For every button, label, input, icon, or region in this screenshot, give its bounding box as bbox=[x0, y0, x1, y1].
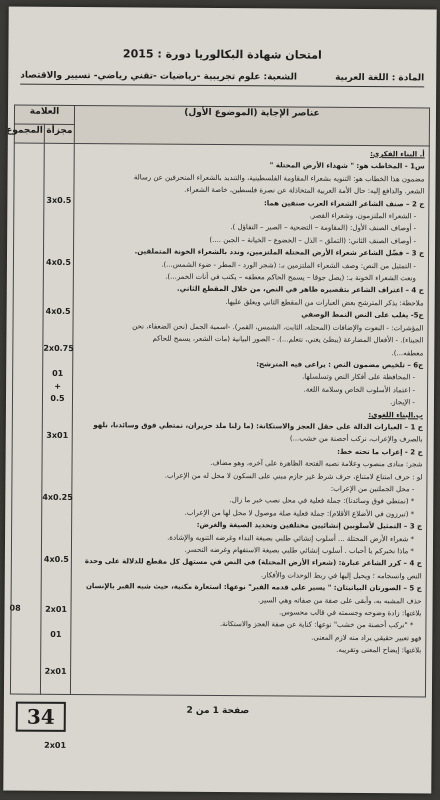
answer-line: * ماذا نخبركم يا أحباب . أسلوب إنشائي طلبي بصيغة الاستفهام وغرضه التحسر. bbox=[184, 545, 414, 556]
partial-score: 4x0.5 bbox=[45, 257, 71, 267]
answer-line: بالصرف والإعراب، نركب أحصنة من خشب...) bbox=[289, 434, 423, 444]
answer-line: بلاغتها: إيضاح المعنى وتقريبه. bbox=[336, 646, 422, 655]
answer-line: النص وانسجامه ؛ ويحيل إليها في ربط الوحدات والأفكار. bbox=[260, 571, 422, 581]
answer-line: الشعر. والدافع إليه: حال الأمة العربية المتخاذلة عن نصرة فلسطين، خاصة الشعراء. bbox=[184, 185, 425, 196]
answer-line: بلاغتها: زادة وضوحه وجسمته في قالب محسوس. bbox=[278, 608, 422, 618]
answer-line: ج5- يغلب على النص النمط الوصفي bbox=[301, 310, 424, 320]
partial-score: 3x0.5 bbox=[46, 195, 72, 205]
partial-score: 4x0.5 bbox=[43, 554, 69, 565]
answer-line: أ. البناء الفكري: bbox=[370, 150, 425, 159]
answer-line: س1 - المخاطب هو: " شهداء الأرض المحتلة " bbox=[269, 161, 425, 171]
answer-line: المؤشرات: - النعوت والإضافات (المحتلة، الثابت، الشمس، القمر). -اسمية الجمل (نحن الضعفاء، نحن bbox=[132, 322, 424, 333]
answer-line: ج 2 – صنف الشاعر الشعراء العرب صنفين هما: bbox=[263, 198, 425, 209]
answer-line: ملاحظة: يذكر المترشح بعض العبارات من المقطع الثاني ويعلق عليها. bbox=[225, 297, 424, 308]
partial-score: + bbox=[54, 381, 61, 391]
answer-line: ونعت الشعراء الخونة بـ: (يصل جوقا – يسمح الحاكم معطفه – يكتب في أنات الخمر...). bbox=[165, 272, 416, 283]
answer-line: * "نركب أحصنة من خشب" نوعها: كناية عن صفة العجز والاستكانة. bbox=[219, 620, 414, 630]
partial-score: 2x01 bbox=[44, 666, 67, 676]
partial-score: 2x01 bbox=[44, 740, 67, 751]
answer-line: - الشعراء الملتزمون، وشعراء القصر. bbox=[309, 211, 417, 221]
answer-line: - الإيجاز. bbox=[390, 398, 416, 407]
answer-line: * شعراء الأرض المحتلة ... أسلوب إنشائي طلبي بصيغة النداء وغرضه التنويه والإشادة. bbox=[167, 533, 415, 543]
answer-line: ب.البناء اللغوي: bbox=[368, 410, 423, 419]
answer-column-header: عناصر الإجابة (الموضوع الأول) bbox=[74, 105, 429, 145]
partial-score: 2x0.75 bbox=[43, 344, 74, 354]
total-scores bbox=[10, 143, 44, 694]
answer-line: * (تبرزون في الأضلاع الأقلام): جملة فعلية صلة موصول لا محل لها من الإعراب. bbox=[184, 508, 415, 519]
partial-score: 4x0.5 bbox=[45, 306, 71, 317]
page-number: صفحة 1 من 2 bbox=[186, 705, 250, 717]
answer-line: - محل الجملتين من الإعراب: bbox=[330, 484, 415, 494]
answer-line: ج6 – تلخيص مضمون النص : يراعى فيه المترشح: bbox=[256, 360, 424, 370]
grade-column-header: العلامة bbox=[14, 105, 74, 124]
answer-line: ج 5 – الصورتان البيانيتان: " يسير على قدمه القبر" نوعها: استعارة مكنية، حيث شبه القبر بالإنسان bbox=[85, 582, 422, 593]
total-mark: 08 bbox=[9, 603, 21, 613]
answer-line: - أوصاف الصنف الأول: (المقاومة – التضحية – الصبر – التفاؤل ). bbox=[230, 223, 417, 233]
exam-answer-sheet bbox=[3, 7, 436, 794]
exam-header-line bbox=[20, 71, 424, 88]
branch-label: الشعبة: علوم تجريبية -رياضيات -تقني رياضي- تسيير والاقتصاد bbox=[20, 70, 297, 83]
answer-line: شجر: منادى منصوب وعلامة نصبه الفتحة الظاهرة على آخره، وهو مضاف. bbox=[210, 459, 423, 469]
subject-label: المادة : اللغة العربية bbox=[335, 72, 425, 84]
answer-line: مضمون هذا الخطاب هو: التنويه بشعراء المقاومة الفلسطينية، والتنديد بالشعراء المنحرفين عن رسالة bbox=[133, 173, 425, 184]
answer-line: ج 4 – اعتراف الشاعر بتقصيره ظاهر في النص، من خلال المقطع الثاني. bbox=[176, 285, 424, 295]
answer-line: - التمثيل من النص: وصف الشعراء الملتزمين بـ: (شجر الورد - المطر - ضوء الشمس...). bbox=[161, 260, 416, 271]
partial-column-header: مجزأة bbox=[44, 124, 74, 143]
answer-line: ج 1 – العبارات الدالة على حقل العجز والاستكانة: (ما زلنا ملذ حزيران، نمتطي فوق وسائدنا، نلهو bbox=[93, 421, 423, 432]
partial-score: 4x0.25 bbox=[42, 492, 73, 503]
answer-line: الجبناء). - الأفعال المضارعة (يبطئ يغني، نتعلم...). - الصور البيانية (مات الشعر، يسمح للحاكم bbox=[152, 334, 424, 345]
answer-line: لو : حرف امتناع لامتناع، حرف شرط غير جازم مبني على السكون لا محل له من الإعراب. bbox=[164, 471, 423, 481]
answer-line: حذف المشبه به، وأبقى على صفة من صفاته وهي السير. bbox=[258, 595, 422, 606]
answer-content bbox=[70, 143, 429, 696]
answer-line: معطفه...). bbox=[391, 348, 424, 357]
handwritten-grade: 34 bbox=[16, 702, 66, 732]
exam-title: امتحان شهادة البكالوريا دورة : 2015 bbox=[122, 47, 322, 62]
partial-score: 3x01 bbox=[46, 430, 69, 441]
partial-score: 01 bbox=[52, 369, 64, 379]
answer-line: ج 3 – فضّل الشاعر شعراء الأرض المحتلة الملتزمين، وندد بالشعراء الخونة المتملقين. bbox=[134, 247, 425, 258]
partial-score: 01 bbox=[50, 629, 62, 639]
total-column-header: المجموع bbox=[14, 124, 44, 143]
answer-line: ج 3 – التمثيل لأسلوبين إنشائيين مختلفين وتحديد الصيغة والغرض: bbox=[196, 521, 423, 531]
partial-score: 0.5 bbox=[50, 393, 65, 403]
answer-line: فهو تعبير حقيقي يراد منه لازم المعنى. bbox=[311, 633, 422, 643]
partial-score: 2x01 bbox=[45, 604, 68, 614]
answer-line: * (نمتطي فوق وسائدنا): جملة فعلية في محل نصب خبر ما زال. bbox=[229, 496, 415, 506]
answer-line: ج 2 - إعراب ما تحته خط: bbox=[337, 447, 423, 457]
answer-line: ج 4 – كرر الشاعر عبارة: (شعراء الأرض المحتلة) في النص في مستهل كل مقطع للدلالة على وحدة bbox=[84, 557, 422, 568]
answer-line: - اعتماد الأسلوب الخاص وسلامة اللغة. bbox=[303, 385, 416, 395]
answer-line: - المحافظة على أفكار النص وتسلسلها. bbox=[302, 372, 416, 382]
answer-line: - أوصاف الصنف الثاني: (التملق – الذل – الخضوع – الخيانة – الجبن ....) bbox=[209, 235, 417, 246]
